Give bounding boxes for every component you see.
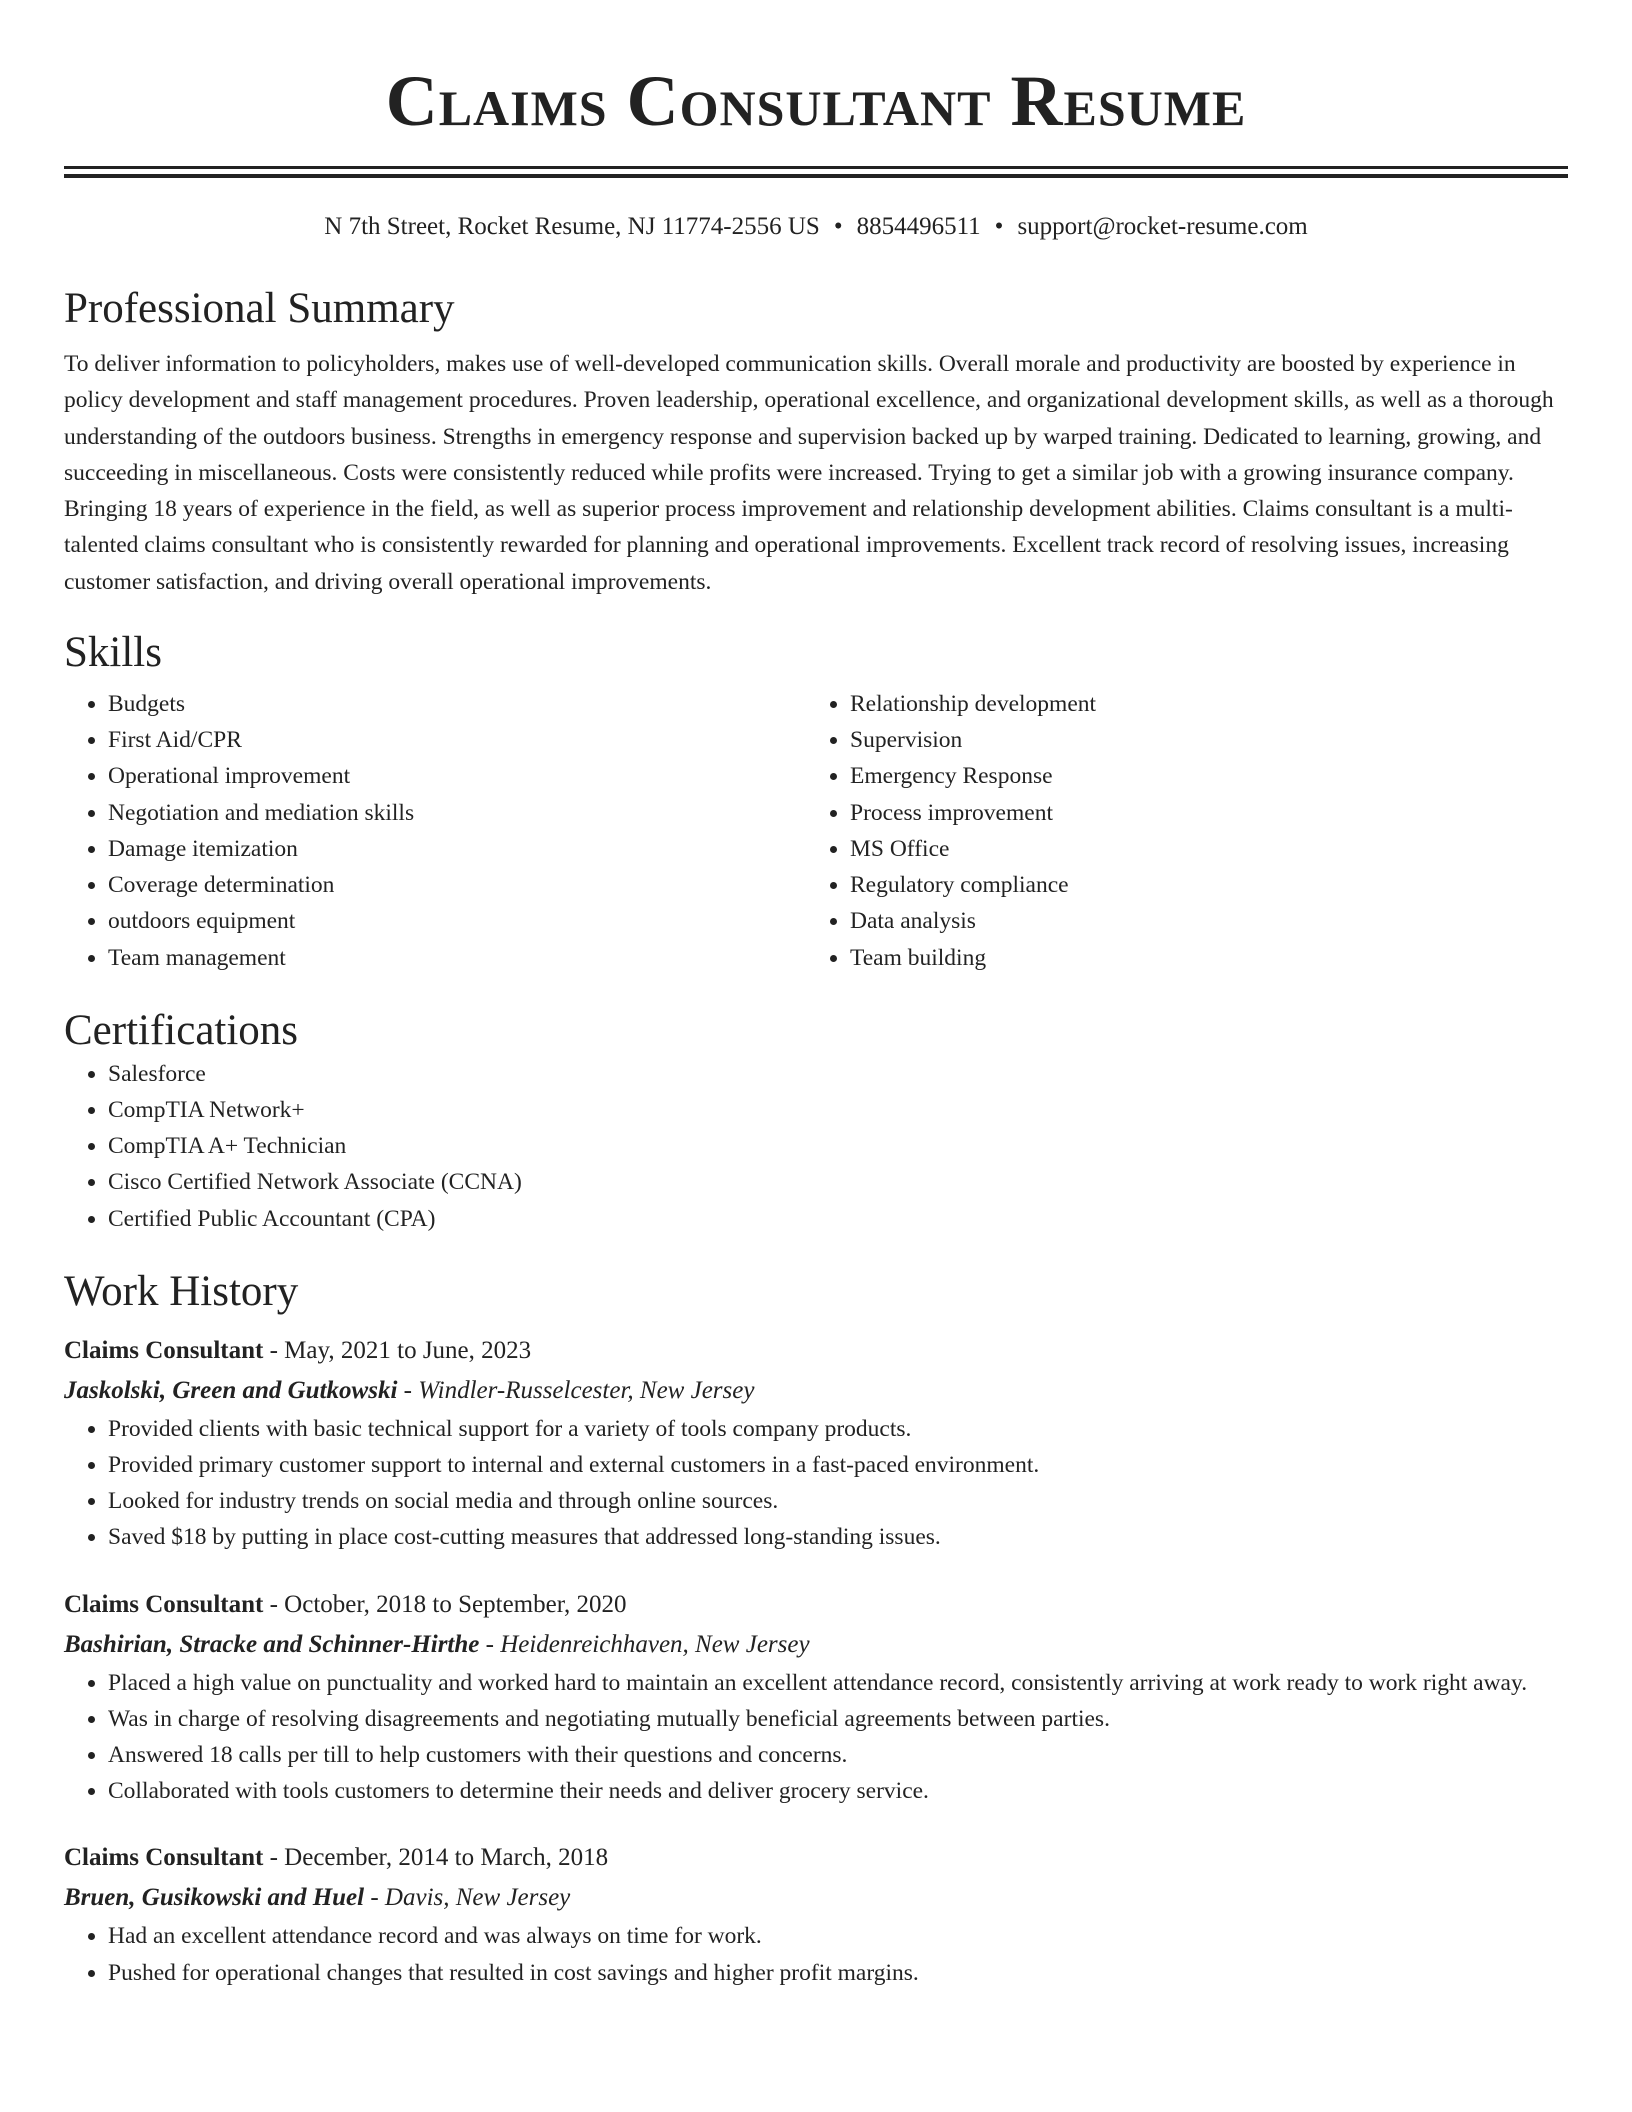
job-entry	[64, 1585, 1568, 1810]
skill-item: • Team management	[108, 940, 806, 976]
job-title: Claims Consultant	[64, 1336, 264, 1364]
summary-section	[64, 284, 1568, 600]
skill-item: • MS Office	[850, 831, 1548, 867]
skill-item: • Regulatory compliance	[850, 867, 1548, 903]
skills-heading: Skills	[64, 629, 162, 677]
resume-title: Claims Consultant Resume	[385, 61, 1247, 141]
certifications-section	[64, 1006, 1568, 1237]
job-company: Bashirian, Stracke and Schinner-Hirthe	[64, 1630, 480, 1658]
job-location: - Heidenreichhaven, New Jersey	[479, 1630, 810, 1658]
skills-section	[64, 628, 1568, 976]
job-duty: • Answered 18 calls per till to help customers with their questions and concerns.	[108, 1737, 1568, 1773]
certification-item: • CompTIA A+ Technician	[108, 1128, 1568, 1164]
job-dates: - October, 2018 to September, 2020	[263, 1590, 627, 1618]
job-title: Claims Consultant	[64, 1844, 264, 1872]
job-title: Claims Consultant	[64, 1590, 264, 1618]
skills-columns	[64, 686, 1568, 976]
job-duty: • Provided primary customer support to internal and external customers in a fast-paced environment.	[108, 1447, 1568, 1483]
job-dates: - December, 2014 to March, 2018	[263, 1844, 609, 1872]
skill-item: • Operational improvement	[108, 758, 806, 794]
contact-separator: •	[994, 213, 1004, 240]
job-entry	[64, 1838, 1568, 1990]
skill-item: • Team building	[850, 940, 1548, 976]
certification-item: • Certified Public Accountant (CPA)	[108, 1201, 1568, 1237]
certification-item: • Salesforce	[108, 1056, 1568, 1092]
resume-page	[64, 0, 1568, 1991]
job-duties	[64, 1918, 1568, 1990]
certification-item: • CompTIA Network+	[108, 1092, 1568, 1128]
job-employer	[64, 1371, 1568, 1411]
skills-list-left	[64, 686, 806, 976]
skill-item: • Supervision	[850, 722, 1548, 758]
job-duties	[64, 1665, 1568, 1810]
job-company: Bruen, Gusikowski and Huel	[64, 1884, 365, 1912]
job-duty: • Collaborated with tools customers to determine their needs and deliver grocery service.	[108, 1773, 1568, 1809]
contact-address: N 7th Street, Rocket Resume, NJ 11774-2556 US	[324, 213, 820, 240]
job-duty: • Provided clients with basic technical support for a variety of tools company products.	[108, 1411, 1568, 1447]
job-duty: • Looked for industry trends on social media and through online sources.	[108, 1483, 1568, 1519]
job-employer	[64, 1625, 1568, 1665]
job-duty: • Pushed for operational changes that resulted in cost savings and higher profit margins.	[108, 1955, 1568, 1991]
contact-separator: •	[833, 213, 843, 240]
work-history-section	[64, 1267, 1568, 1991]
job-employer	[64, 1878, 1568, 1918]
skill-item: • Negotiation and mediation skills	[108, 795, 806, 831]
job-header	[64, 1585, 1568, 1625]
skill-item: • Coverage determination	[108, 867, 806, 903]
job-header	[64, 1331, 1568, 1371]
job-entry	[64, 1331, 1568, 1556]
job-dates: - May, 2021 to June, 2023	[263, 1336, 532, 1364]
contact-email: support@rocket-resume.com	[1017, 213, 1308, 240]
summary-text: To deliver information to policyholders, makes use of well-developed communication skills. Overall morale and productivity are boosted by experience in policy development and staff management procedures. Proven leadership, operational excellence, and organizational development skills, as well as a thorough understanding of the outdoors business. Strengths in emergency response and supervision backed up by warped training. Dedicated to learning, growing, and succeeding in miscellaneous. Costs were consistently reduced while profits were increased. Trying to get a similar job with a growing insurance company. Bringing 18 years of experience in the field, as well as superior process improvement and relationship development abilities. Claims consultant is a multi-talented claims consultant who is consistently rewarded for planning and operational improvements. Excellent track record of resolving issues, increasing customer satisfaction, and driving overall operational improvements.	[64, 351, 1554, 595]
skill-item: • outdoors equipment	[108, 903, 806, 939]
job-duties	[64, 1411, 1568, 1556]
skill-item: • Data analysis	[850, 903, 1548, 939]
job-company: Jaskolski, Green and Gutkowski	[64, 1376, 398, 1404]
skill-item: • First Aid/CPR	[108, 722, 806, 758]
skills-list-right	[806, 686, 1548, 976]
summary-heading: Professional Summary	[64, 285, 455, 332]
skill-item: • Budgets	[108, 686, 806, 722]
contact-line	[64, 212, 1568, 242]
skill-item: • Relationship development	[850, 686, 1548, 722]
certification-item: • Cisco Certified Network Associate (CCNA)	[108, 1164, 1568, 1200]
job-header	[64, 1838, 1568, 1878]
skill-item: • Process improvement	[850, 795, 1548, 831]
job-duty: • Placed a high value on punctuality and worked hard to maintain an excellent attendance record, consistently arriving at work ready to work right away.	[108, 1665, 1568, 1701]
job-location: - Davis, New Jersey	[364, 1884, 571, 1912]
job-duty: • Was in charge of resolving disagreements and negotiating mutually beneficial agreements between parties.	[108, 1701, 1568, 1737]
contact-phone: 8854496511	[856, 213, 981, 240]
certifications-list	[64, 1056, 1568, 1237]
certifications-heading: Certifications	[64, 1006, 299, 1054]
job-duty: • Had an excellent attendance record and was always on time for work.	[108, 1918, 1568, 1954]
job-duty: • Saved $18 by putting in place cost-cutting measures that addressed long-standing issues.	[108, 1519, 1568, 1555]
skill-item: • Damage itemization	[108, 831, 806, 867]
job-location: - Windler-Russelcester, New Jersey	[397, 1376, 755, 1404]
work-history-heading: Work History	[64, 1267, 299, 1315]
title-divider	[64, 166, 1568, 178]
skill-item: • Emergency Response	[850, 758, 1548, 794]
